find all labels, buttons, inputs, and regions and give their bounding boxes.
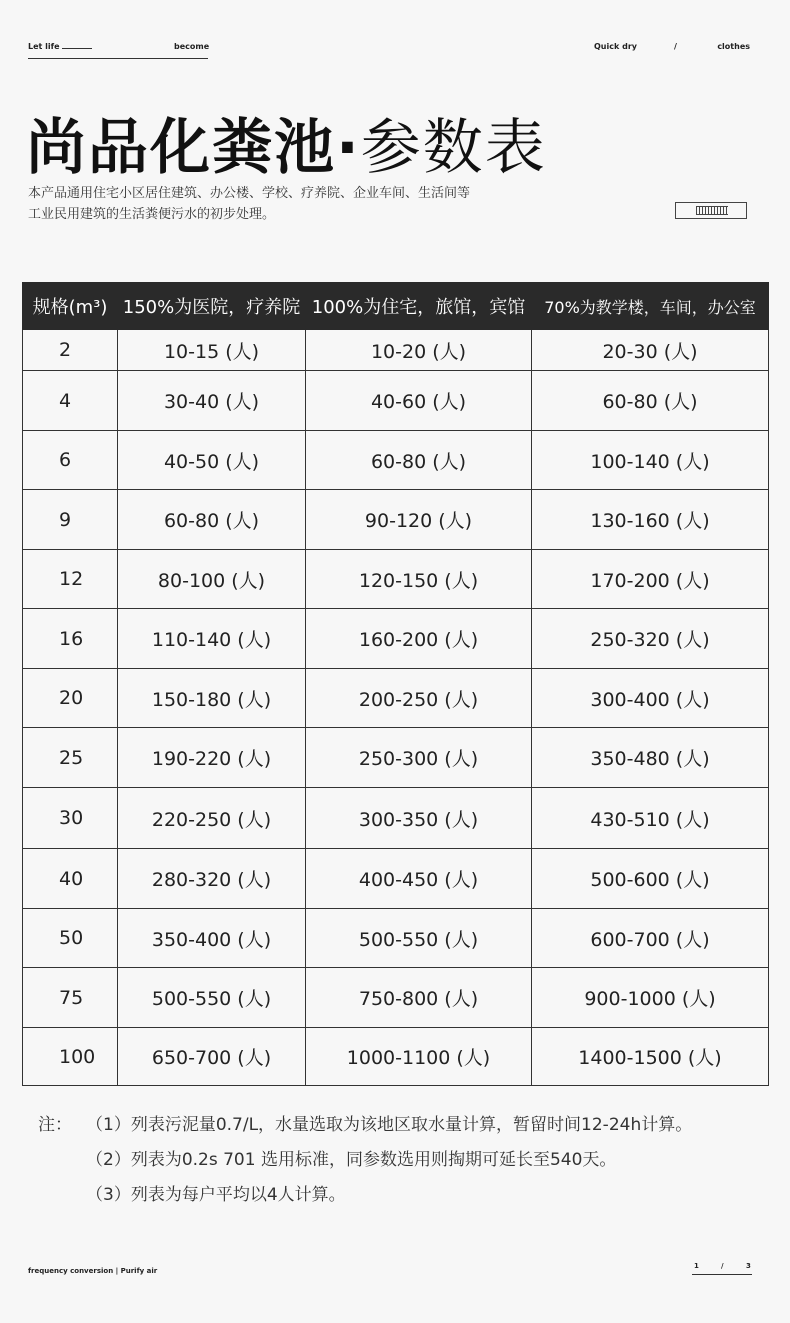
tagline-left-a: Let life: [28, 42, 60, 51]
note-item: [38, 1178, 692, 1213]
barcode-bars: [696, 206, 728, 215]
tagline-right-b: clothes: [717, 42, 750, 51]
cell-residential: 60-80 (人): [306, 431, 532, 490]
tagline-dash: [62, 48, 92, 49]
barcode-icon: [675, 202, 747, 219]
cell-school: 100-140 (人): [532, 431, 769, 490]
table-row: [23, 968, 769, 1028]
tagline-right-sep: /: [674, 42, 677, 51]
cell-capacity: 25: [23, 728, 118, 788]
tagline-left-b: become: [174, 42, 210, 51]
table-row: [23, 1028, 769, 1086]
cell-hospital: 40-50 (人): [118, 431, 306, 490]
cell-school: 130-160 (人): [532, 490, 769, 550]
product-description: [28, 183, 628, 225]
cell-capacity: 9: [23, 490, 118, 550]
footer-tagline: frequency conversion | Purify air: [28, 1267, 158, 1275]
note-item: [38, 1108, 692, 1143]
cell-residential: 90-120 (人): [306, 490, 532, 550]
cell-residential: 400-450 (人): [306, 849, 532, 909]
header-school: 70%为教学楼，车间，办公室: [532, 283, 769, 330]
cell-capacity: 2: [23, 330, 118, 371]
cell-residential: 1000-1100 (人): [306, 1028, 532, 1086]
table-row: [23, 728, 769, 788]
cell-capacity: 40: [23, 849, 118, 909]
cell-capacity: 20: [23, 669, 118, 728]
cell-residential: 500-550 (人): [306, 909, 532, 968]
cell-school: 600-700 (人): [532, 909, 769, 968]
table-row: [23, 788, 769, 849]
cell-school: 300-400 (人): [532, 669, 769, 728]
cell-capacity: 100: [23, 1028, 118, 1086]
cell-residential: 300-350 (人): [306, 788, 532, 849]
tagline-right-a: Quick dry: [594, 42, 637, 51]
cell-residential: 120-150 (人): [306, 550, 532, 609]
cell-school: 60-80 (人): [532, 371, 769, 431]
table-row: [23, 550, 769, 609]
notes: [38, 1108, 692, 1213]
cell-residential: 10-20 (人): [306, 330, 532, 371]
cell-capacity: 16: [23, 609, 118, 669]
page-indicator: [692, 1262, 752, 1278]
spec-table: [22, 282, 769, 1086]
cell-hospital: 110-140 (人): [118, 609, 306, 669]
table-row: [23, 669, 769, 728]
note-text-3: （3）列表为每户平均以4人计算。: [86, 1185, 346, 1205]
cell-residential: 160-200 (人): [306, 609, 532, 669]
cell-residential: 250-300 (人): [306, 728, 532, 788]
cell-school: 20-30 (人): [532, 330, 769, 371]
cell-school: 1400-1500 (人): [532, 1028, 769, 1086]
note-text-1: （1）列表污泥量0.7/L，水量选取为该地区取水量计算，暂留时间12-24h计算。: [86, 1115, 693, 1135]
cell-capacity: 12: [23, 550, 118, 609]
table-row: [23, 849, 769, 909]
cell-hospital: 280-320 (人): [118, 849, 306, 909]
cell-residential: 750-800 (人): [306, 968, 532, 1028]
tagline-underline: [28, 58, 208, 59]
note-text-2: （2）列表为0.2s 701 选用标准，同参数选用则掏期可延长至540天。: [86, 1150, 617, 1170]
cell-school: 170-200 (人): [532, 550, 769, 609]
page-title-sub: 参数表: [360, 113, 547, 183]
page-underline: [692, 1274, 752, 1275]
cell-capacity: 75: [23, 968, 118, 1028]
notes-label: 注：: [38, 1115, 72, 1135]
header-residential: 100%为住宅，旅馆，宾馆: [306, 283, 532, 330]
cell-capacity: 6: [23, 431, 118, 490]
cell-hospital: 350-400 (人): [118, 909, 306, 968]
cell-capacity: 30: [23, 788, 118, 849]
table-row: [23, 609, 769, 669]
table-row: [23, 490, 769, 550]
page-title-main: 尚品化粪池·: [26, 113, 361, 183]
cell-hospital: 10-15 (人): [118, 330, 306, 371]
cell-residential: 40-60 (人): [306, 371, 532, 431]
cell-hospital: 150-180 (人): [118, 669, 306, 728]
cell-school: 500-600 (人): [532, 849, 769, 909]
header-hospital: 150%为医院，疗养院: [118, 283, 306, 330]
table-header-row: [23, 283, 769, 330]
cell-hospital: 650-700 (人): [118, 1028, 306, 1086]
cell-hospital: 60-80 (人): [118, 490, 306, 550]
top-bar: [28, 42, 750, 62]
table-row: [23, 330, 769, 371]
cell-hospital: 220-250 (人): [118, 788, 306, 849]
description-line-2: 工业民用建筑的生活粪便污水的初步处理。: [28, 207, 276, 222]
cell-hospital: 80-100 (人): [118, 550, 306, 609]
page-title: [26, 100, 547, 186]
table-row: [23, 371, 769, 431]
cell-school: 350-480 (人): [532, 728, 769, 788]
table-row: [23, 909, 769, 968]
page-current: 1: [694, 1262, 699, 1270]
cell-capacity: 4: [23, 371, 118, 431]
cell-hospital: 500-550 (人): [118, 968, 306, 1028]
cell-hospital: 30-40 (人): [118, 371, 306, 431]
cell-school: 900-1000 (人): [532, 968, 769, 1028]
cell-capacity: 50: [23, 909, 118, 968]
header-capacity: 规格(m³): [23, 283, 118, 330]
cell-residential: 200-250 (人): [306, 669, 532, 728]
cell-hospital: 190-220 (人): [118, 728, 306, 788]
page-separator: /: [721, 1262, 724, 1270]
description-line-1: 本产品通用住宅小区居住建筑、办公楼、学校、疗养院、企业车间、生活间等: [28, 186, 471, 201]
table-row: [23, 431, 769, 490]
page-total: 3: [746, 1262, 751, 1270]
note-item: [38, 1143, 692, 1178]
cell-school: 250-320 (人): [532, 609, 769, 669]
cell-school: 430-510 (人): [532, 788, 769, 849]
